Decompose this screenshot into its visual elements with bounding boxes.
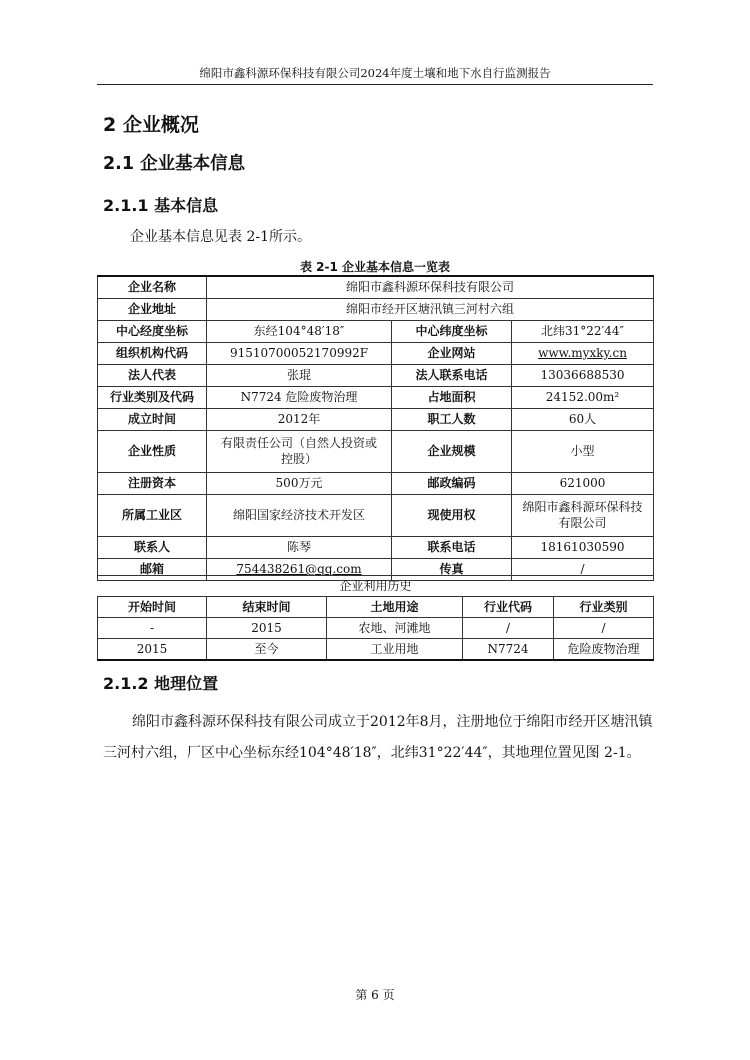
cell-value: / <box>512 558 654 580</box>
table-row <box>98 576 654 597</box>
cell-label: 法人代表 <box>98 364 207 386</box>
subsubsection-heading-location: 2.1.2 地理位置 <box>103 674 219 693</box>
cell-value: 工业用地 <box>327 639 463 660</box>
cell-value: 小型 <box>512 430 654 472</box>
cell-label: 企业名称 <box>98 276 207 298</box>
table-row <box>98 298 654 320</box>
subsection-heading: 2.1 企业基本信息 <box>103 154 246 174</box>
cell-value: 60人 <box>512 408 654 430</box>
cell-value: / <box>463 618 554 639</box>
cell-label: 现使用权 <box>392 494 512 536</box>
cell-value: 91510700052170992F <box>207 342 392 364</box>
table-row <box>98 386 654 408</box>
cell-label: 中心经度坐标 <box>98 320 207 342</box>
cell-value: 13036688530 <box>512 364 654 386</box>
column-header: 行业类别 <box>554 597 654 618</box>
cell-label: 邮箱 <box>98 558 207 580</box>
cell-value: 绵阳市鑫科源环保科技有限公司 <box>207 276 654 298</box>
cell-label: 注册资本 <box>98 472 207 494</box>
cell-value: / <box>554 618 654 639</box>
cell-value: 绵阳国家经济技术开发区 <box>207 494 392 536</box>
cell-label: 法人联系电话 <box>392 364 512 386</box>
cell-value: 绵阳市经开区塘汛镇三河村六组 <box>207 298 654 320</box>
cell-value: N7724 危险废物治理 <box>207 386 392 408</box>
table-row <box>98 320 654 342</box>
column-header: 开始时间 <box>98 597 207 618</box>
cell-value: 陈琴 <box>207 536 392 558</box>
table-caption: 表 2-1 企业基本信息一览表 <box>299 260 451 274</box>
cell-label: 联系电话 <box>392 536 512 558</box>
cell-value: 北纬31°22′44″ <box>512 320 654 342</box>
table-row <box>98 536 654 558</box>
cell-label: 邮政编码 <box>392 472 512 494</box>
cell-value: 绵阳市鑫科源环保科技有限公司 <box>512 494 654 536</box>
cell-label: 组织机构代码 <box>98 342 207 364</box>
table-row <box>98 342 654 364</box>
cell-value: 2015 <box>98 639 207 660</box>
cell-value: - <box>98 618 207 639</box>
table-row <box>98 618 654 639</box>
cell-value: 农地、河滩地 <box>327 618 463 639</box>
table-row <box>98 276 654 298</box>
website-link[interactable]: www.myxky.cn <box>512 342 654 364</box>
cell-label: 占地面积 <box>392 386 512 408</box>
cell-label: 职工人数 <box>392 408 512 430</box>
email-link[interactable]: 754438261@qq.com <box>207 558 392 580</box>
table-header-row <box>98 597 654 618</box>
cell-label: 行业类别及代码 <box>98 386 207 408</box>
page-header: 绵阳市鑫科源环保科技有限公司2024年度土壤和地下水自行监测报告 <box>97 62 653 85</box>
column-header: 结束时间 <box>207 597 327 618</box>
table-row <box>98 494 654 536</box>
cell-value: N7724 <box>463 639 554 660</box>
cell-label: 企业性质 <box>98 430 207 472</box>
cell-label: 传真 <box>392 558 512 580</box>
subsubsection-heading-basic-info: 2.1.1 基本信息 <box>103 196 219 215</box>
cell-value: 东经104°48′18″ <box>207 320 392 342</box>
section-heading: 2 企业概况 <box>103 114 199 136</box>
cell-value: 24152.00m² <box>512 386 654 408</box>
cell-value: 至今 <box>207 639 327 660</box>
cell-label: 成立时间 <box>98 408 207 430</box>
page-number: 第 6 页 <box>355 988 395 1002</box>
cell-label: 联系人 <box>98 536 207 558</box>
location-paragraph: 绵阳市鑫科源环保科技有限公司成立于2012年8月，注册地位于绵阳市经开区塘汛镇三河村六组，厂区中心坐标东经104°48′18″，北纬31°22′44″，其地理位置见图 2-1。 <box>103 714 653 761</box>
cell-value: 18161030590 <box>512 536 654 558</box>
cell-label: 中心纬度坐标 <box>392 320 512 342</box>
cell-label: 企业规模 <box>392 430 512 472</box>
cell-value: 2012年 <box>207 408 392 430</box>
table-row <box>98 472 654 494</box>
table-row <box>98 430 654 472</box>
cell-label: 企业地址 <box>98 298 207 320</box>
table-row <box>98 639 654 660</box>
history-title: 企业利用历史 <box>98 576 654 597</box>
intro-paragraph: 企业基本信息见表 2-1所示。 <box>130 229 311 245</box>
cell-label: 企业网站 <box>392 342 512 364</box>
cell-value: 张琨 <box>207 364 392 386</box>
cell-value: 有限责任公司（自然人投资或控股） <box>207 430 392 472</box>
basic-info-table <box>97 275 654 581</box>
column-header: 行业代码 <box>463 597 554 618</box>
cell-value: 危险废物治理 <box>554 639 654 660</box>
cell-label: 所属工业区 <box>98 494 207 536</box>
land-use-history-table <box>97 575 654 661</box>
cell-value: 500万元 <box>207 472 392 494</box>
column-header: 土地用途 <box>327 597 463 618</box>
cell-value: 621000 <box>512 472 654 494</box>
table-row <box>98 408 654 430</box>
table-row <box>98 364 654 386</box>
cell-value: 2015 <box>207 618 327 639</box>
